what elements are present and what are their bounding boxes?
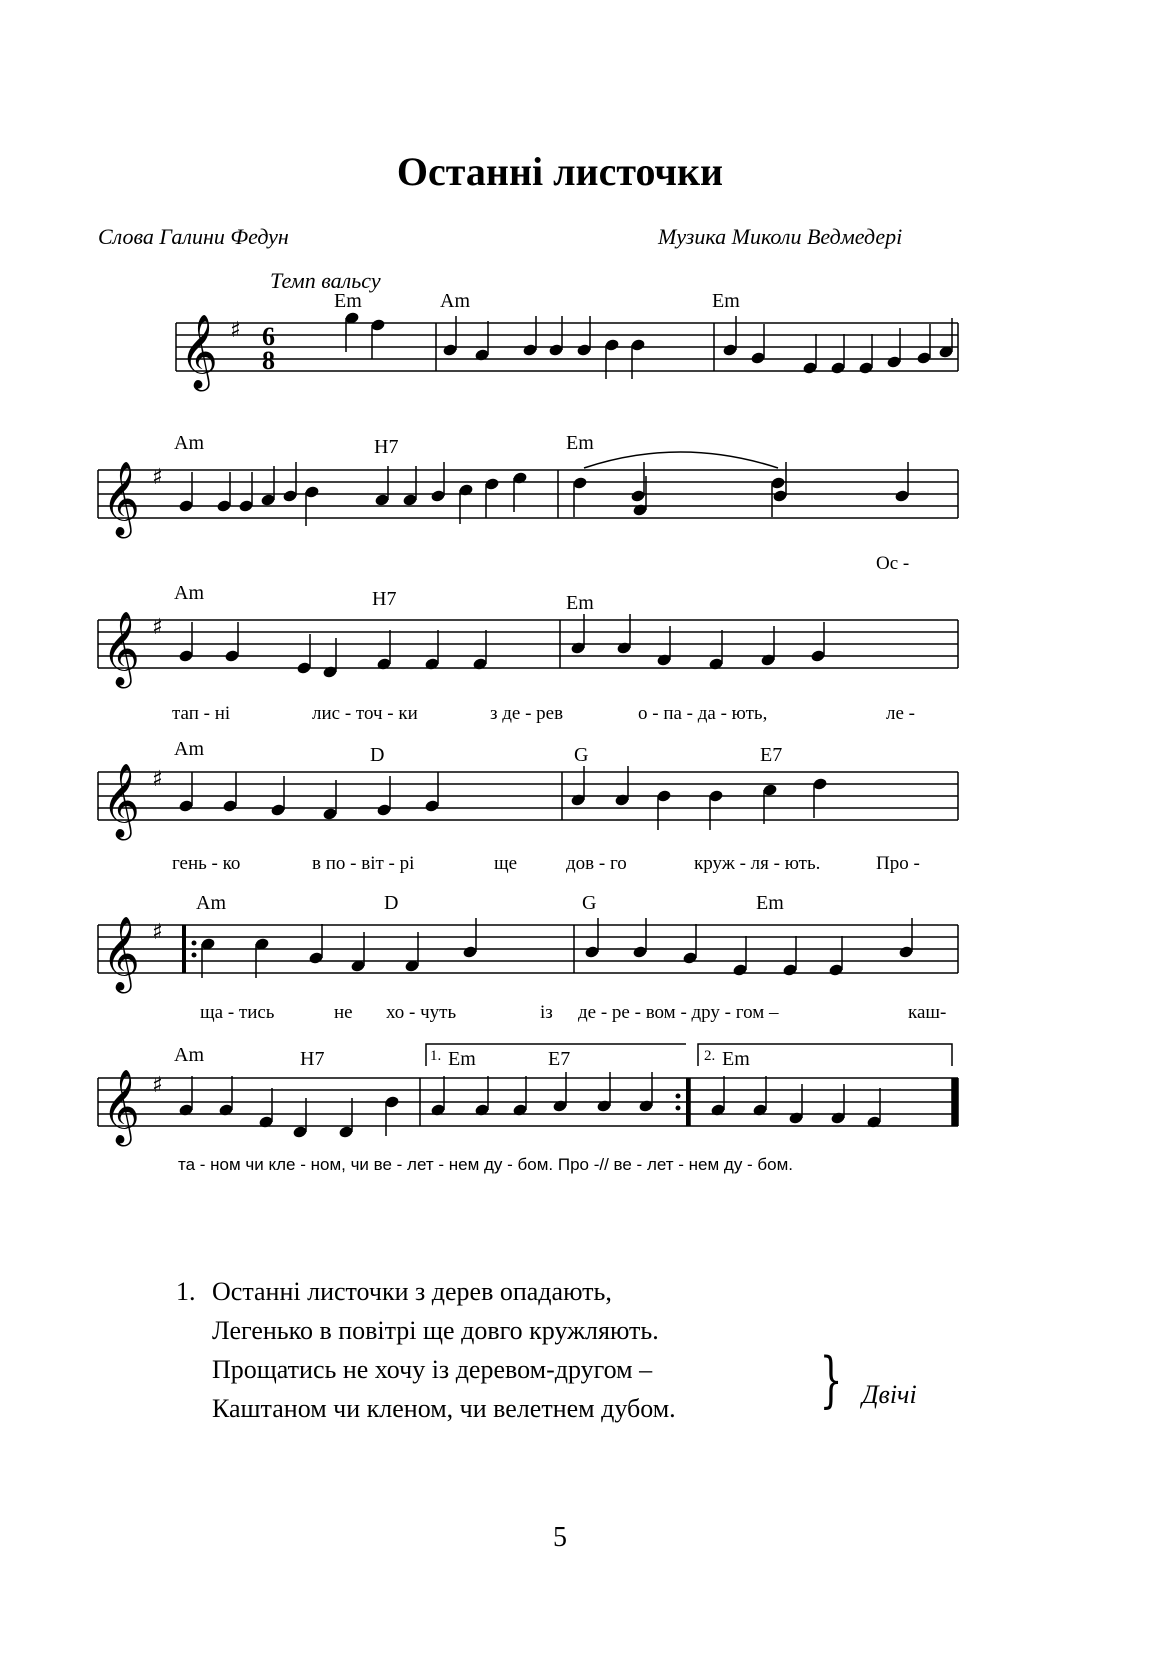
- chord-symbol: Am: [174, 432, 204, 454]
- treble-clef: 𝄞: [180, 315, 218, 389]
- repeat-brace: }: [819, 1345, 843, 1415]
- chord-symbol: D: [384, 892, 399, 914]
- lyric-syllable: тап - ні: [172, 703, 231, 724]
- lyric-syllable: з де - рев: [490, 703, 564, 724]
- chord-symbol: E7: [760, 744, 783, 766]
- treble-clef: 𝄞: [102, 462, 140, 536]
- repeat-dot: [676, 1106, 681, 1111]
- chord-symbol: Em: [566, 592, 594, 614]
- repeat-dot: [192, 941, 197, 946]
- treble-clef: 𝄞: [102, 764, 140, 838]
- chord-symbol: D: [370, 744, 385, 766]
- song-title: Останні листочки: [396, 149, 724, 194]
- lyric-syllable: круж - ля - ють.: [694, 853, 821, 874]
- key-signature: ♯: [152, 615, 163, 640]
- chord-symbol: G: [582, 892, 597, 914]
- lyricist-credit: Слова Галини Федун: [98, 224, 289, 249]
- key-signature: ♯: [152, 465, 163, 490]
- chord-symbol: Am: [174, 582, 204, 604]
- treble-clef: 𝄞: [102, 917, 140, 991]
- staff: [98, 470, 958, 518]
- chord-symbol: Em: [566, 432, 594, 454]
- lyric-syllable: ще: [494, 853, 518, 874]
- key-signature: ♯: [230, 318, 241, 343]
- lyric-syllable: ле -: [886, 703, 915, 724]
- chord-symbol: Em: [712, 290, 740, 312]
- lyric-syllable: лис - точ - ки: [312, 703, 418, 724]
- key-signature: ♯: [152, 767, 163, 792]
- staff: [98, 925, 958, 973]
- composer-credit: Музика Миколи Ведмедері: [658, 224, 903, 249]
- chord-symbol: Am: [174, 1044, 204, 1066]
- lyric-syllable: Про -: [876, 853, 920, 874]
- lyric-line: та - ном чи кле - ном, чи ве - лет - нем ду - бом. Про -// ве - лет - нем ду - бом.: [178, 1155, 794, 1174]
- repeat-label: Двічі: [862, 1380, 917, 1409]
- lyric-syllable: каш-: [908, 1002, 947, 1023]
- tempo-marking: Темп вальсу: [270, 268, 381, 293]
- treble-clef: 𝄞: [102, 1070, 140, 1144]
- repeat-dot: [676, 1094, 681, 1099]
- volta-number: 2.: [704, 1048, 716, 1064]
- volta-number: 1.: [430, 1048, 442, 1064]
- lyric-syllable: дов - го: [566, 853, 627, 874]
- chord-symbol: Am: [196, 892, 226, 914]
- key-signature: ♯: [152, 1073, 163, 1098]
- chord-symbol: Em: [722, 1048, 750, 1070]
- chord-symbol: Em: [756, 892, 784, 914]
- tie-arc: [584, 452, 778, 468]
- verse-number: 1.: [176, 1277, 196, 1306]
- verse-line: Каштаном чи кленом, чи велетнем дубом.: [212, 1394, 676, 1423]
- staff: [98, 1078, 958, 1126]
- staff: [98, 772, 958, 820]
- lyric-syllable: ща - тись: [200, 1002, 275, 1023]
- chord-symbol: Em: [334, 290, 362, 312]
- chord-symbol: G: [574, 744, 589, 766]
- chord-symbol: Em: [448, 1048, 476, 1070]
- verse-line: Легенько в повітрі ще довго кружляють.: [212, 1316, 659, 1345]
- chord-symbol: H7: [372, 588, 397, 610]
- repeat-dot: [192, 953, 197, 958]
- treble-clef: 𝄞: [102, 612, 140, 686]
- time-signature-top: 6: [262, 322, 275, 351]
- staff: [98, 620, 958, 668]
- lyric-syllable: із: [540, 1002, 553, 1023]
- lyric-syllable: Ос -: [876, 553, 910, 574]
- chord-symbol: H7: [374, 436, 399, 458]
- lyric-syllable: в по - віт - рі: [312, 853, 415, 874]
- lyric-syllable: гень - ко: [172, 853, 241, 874]
- verse-line: Останні листочки з дерев опадають,: [212, 1277, 612, 1306]
- lyric-syllable: хо - чуть: [386, 1002, 457, 1023]
- chord-symbol: E7: [548, 1048, 571, 1070]
- verse-line: Прощатись не хочу із деревом-другом –: [212, 1355, 653, 1384]
- lyric-syllable: не: [334, 1002, 353, 1023]
- key-signature: ♯: [152, 920, 163, 945]
- verse-block: [178, 1272, 676, 1428]
- lyric-syllable: де - ре - вом - дру - гом –: [578, 1002, 779, 1023]
- chord-symbol: Am: [174, 738, 204, 760]
- chord-symbol: H7: [300, 1048, 325, 1070]
- time-signature-bottom: 8: [262, 346, 275, 375]
- lyric-syllable: о - па - да - ють,: [638, 703, 768, 724]
- page-number: 5: [553, 1522, 567, 1553]
- chord-symbol: Am: [440, 290, 470, 312]
